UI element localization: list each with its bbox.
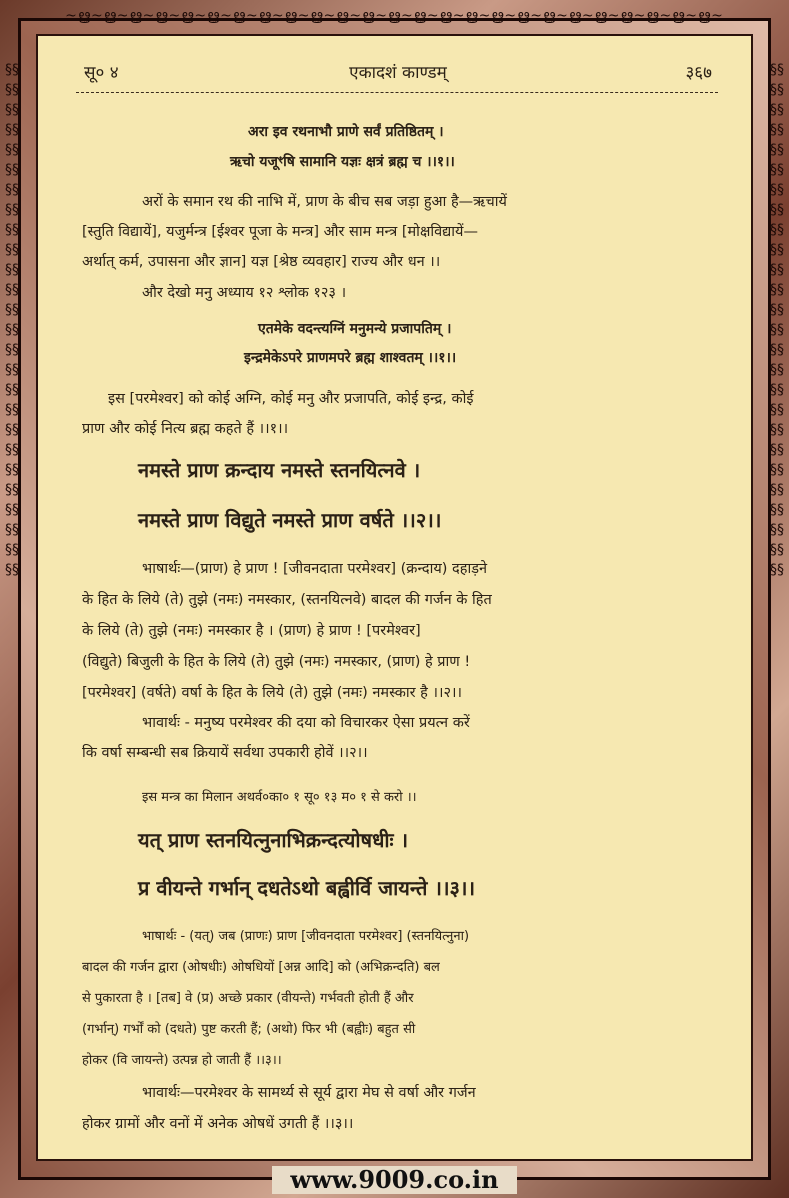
verse-line: अरा इव रथनाभौ प्राणे सर्वं प्रतिष्ठितम् । [248,124,444,140]
text-line: और देखो मनु अध्याय १२ श्लोक १२३ । [142,285,347,301]
scripture-page [36,34,753,1161]
verse-line: ऋचो यजूꣳषि सामानि यज्ञः क्षत्रं ब्रह्म च ।।१।। [230,154,455,170]
header-rule [76,92,718,93]
text-line: कि वर्षा सम्बन्धी सब क्रियायें सर्वथा उपकारी होवें ।।२।। [82,745,368,761]
text-line: [परमेश्वर] (वर्षते) वर्षा के हित के लिये (ते) तुझे (नमः) नमस्कार है ।।२।। [82,685,462,701]
text-line: भाषार्थः - (यत्) जब (प्राणः) प्राण [जीवनदाता परमेश्वर] (स्तनयित्नुना) [142,929,470,944]
top-flourish: ~ൠ~ൠ~ൠ~ൠ~ൠ~ൠ~ൠ~ൠ~ൠ~ൠ~ൠ~ൠ~ൠ~ൠ~ൠ~ൠ~ൠ~ൠ~ൠ~ൠ~ൠ~ൠ~ൠ~ൠ~ൠ~ [65,8,724,24]
text-line: भावार्थः—परमेश्वर के सामर्थ्य से सूर्य द्वारा मेघ से वर्षा और गर्जन [142,1085,476,1101]
text-line: होकर (वि जायन्ते) उत्पन्न हो जाती हैं ।।३।। [82,1053,282,1068]
text-line: अरों के समान रथ की नाभि में, प्राण के बीच सब जड़ा हुआ है—ऋचायें [142,194,507,210]
text-line: बादल की गर्जन द्वारा (ओषधीः) ओषधियों [अन्न आदि] को (अभिक्रन्दति) बल [82,960,440,975]
mantra-line: नमस्ते प्राण विद्युते नमस्ते प्राण वर्षते ।।२।। [138,508,442,532]
text-line: भावार्थः - मनुष्य परमेश्वर की दया को विचारकर ऐसा प्रयत्न करें [142,715,470,731]
text-line: इस [परमेश्वर] को कोई अग्नि, कोई मनु और प्रजापति, कोई इन्द्र, कोई [108,391,474,407]
text-line: [स्तुति विद्यायें], यजुर्मन्त्र [ईश्वर पूजा के मन्त्र] और साम मन्त्र [मोक्षविद्यायें— [82,224,478,240]
kanda-title: एकादशं काण्डम् [349,63,447,83]
mantra-line: प्र वीयन्ते गर्भान् दधतेऽथो बह्वीर्वि जायन्ते ।।३।। [138,876,476,900]
text-line: प्राण और कोई नित्य ब्रह्म कहते हैं ।।१।। [82,421,289,437]
sukta-number: सू० ४ [84,63,119,83]
text-line: के हित के लिये (ते) तुझे (नमः) नमस्कार, (स्तनयित्नवे) बादल की गर्जन के हित [82,592,492,608]
text-line: से पुकारता है । [तब] वे (प्र) अच्छे प्रकार (वीयन्ते) गर्भवती होती हैं और [82,991,414,1006]
page-number: ३६७ [685,63,712,83]
footer [0,1165,789,1194]
mantra-line: नमस्ते प्राण क्रन्दाय नमस्ते स्तनयित्नवे । [138,458,421,482]
text-line: (विद्युते) बिजुली के हित के लिये (ते) तुझे (नमः) नमस्कार, (प्राण) हे प्राण ! [82,654,471,670]
right-flourish: §§§§§§§§§§§§§§§§§§§§§§§§§§§§§§§§§§§§§§§§§§§§§§§§§§§§ [770,62,784,578]
text-line: (गर्भान्) गर्भों को (दधते) पुष्ट करती हैं; (अथो) फिर भी (बह्वीः) बहुत सी [82,1022,416,1037]
page-header [78,58,718,86]
reference-line: इस मन्त्र का मिलान अथर्व०का० १ सू० १३ म० १ से करो ।। [142,790,417,805]
mantra-line: यत् प्राण स्तनयित्नुनाभिक्रन्दत्योषधीः । [138,828,409,852]
text-line: होकर ग्रामों और वनों में अनेक ओषधें उगती हैं ।।३।। [82,1116,354,1132]
text-line: अर्थात् कर्म, उपासना और ज्ञान] यज्ञ [श्रेष्ठ व्यवहार] राज्य और धन ।। [82,254,441,270]
text-line: भाषार्थः—(प्राण) हे प्राण ! [जीवनदाता परमेश्वर] (क्रन्दाय) दहाड़ने [142,561,488,577]
text-line: के लिये (ते) तुझे (नमः) नमस्कार है । (प्राण) हे प्राण ! [परमेश्वर] [82,623,421,639]
website-url[interactable]: www.9009.co.in [272,1166,516,1194]
left-flourish: §§§§§§§§§§§§§§§§§§§§§§§§§§§§§§§§§§§§§§§§§§§§§§§§§§§§ [5,62,19,578]
verse-line: एतमेके वदन्त्यग्निं मनुमन्ये प्रजापतिम् । [258,321,452,337]
verse-line: इन्द्रमेकेऽपरे प्राणमपरे ब्रह्म शाश्वतम् ।।१।। [244,350,457,366]
